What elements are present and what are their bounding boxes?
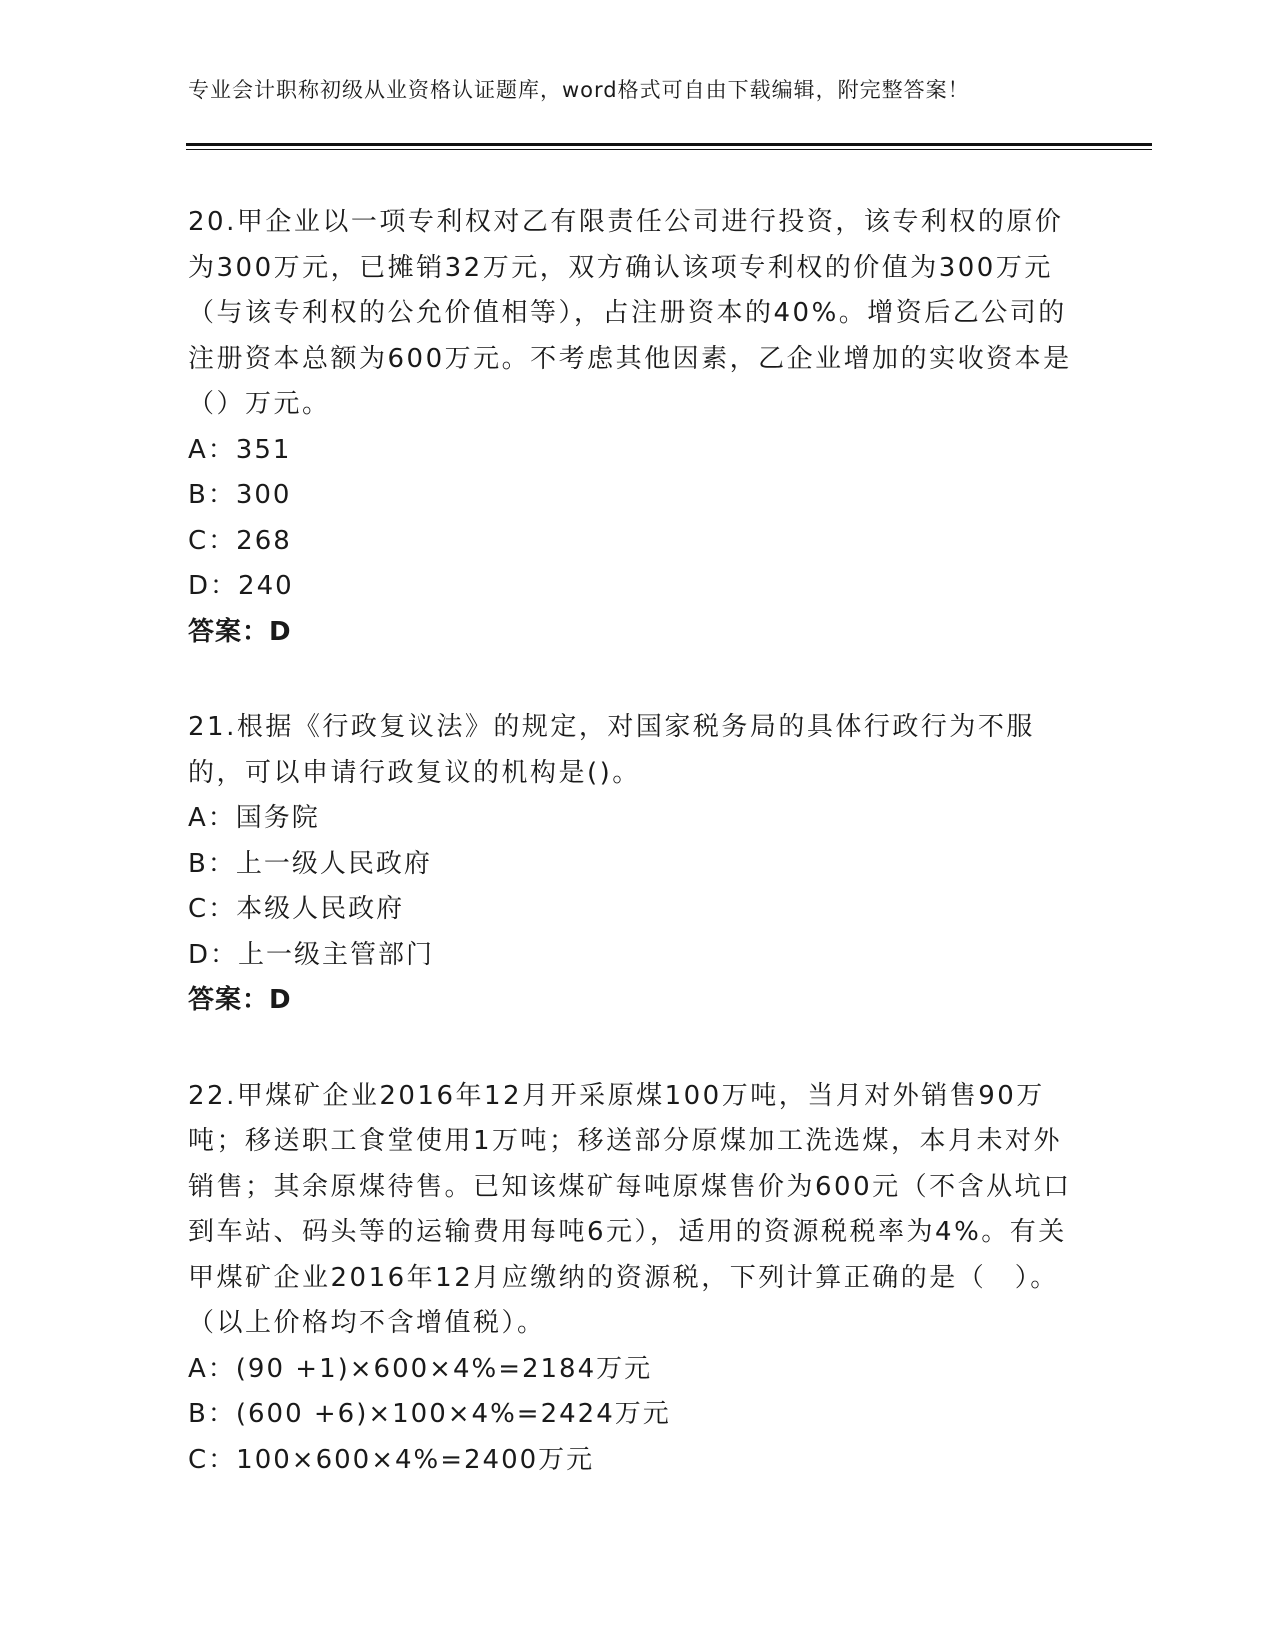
header-divider-thick (186, 143, 1152, 146)
option-a: A：国务院 (188, 803, 320, 833)
option-c: C：100×600×4%=2400万元 (188, 1444, 595, 1475)
option-c: C：本级人民政府 (188, 894, 405, 924)
option-d: D：240 (188, 571, 294, 601)
option-b: B：300 (188, 480, 292, 510)
option-a: A：(90 +1)×600×4%=2184万元 (188, 1353, 653, 1384)
question-22 (188, 1074, 1078, 1484)
question-21 (188, 705, 1078, 1024)
option-d: D：上一级主管部门 (188, 939, 435, 970)
option-a: A：351 (188, 434, 292, 465)
answer: 答案：D (188, 616, 292, 647)
question-text: 21.根据《行政复议法》的规定，对国家税务局的具体行政行为不服的，可以申请行政复议的机构是()。 (188, 712, 1035, 788)
question-text: 20.甲企业以一项专利权对乙有限责任公司进行投资，该专利权的原价为300万元，已摊销32万元，双方确认该项专利权的价值为300万元（与该专利权的公允价值相等），占注册资本的40%。增资后乙公司的注册资本总额为600万元。不考虑其他因素，乙企业增加的实收资本是（）万元。 (188, 207, 1072, 419)
answer: 答案：D (188, 985, 292, 1015)
option-b: B：(600 +6)×100×4%=2424万元 (188, 1399, 671, 1429)
question-20 (188, 200, 1078, 655)
question-list (188, 200, 1078, 1533)
page-header: 专业会计职称初级从业资格认证题库，word格式可自由下载编辑，附完整答案！ (188, 78, 970, 102)
header-divider-thin (186, 149, 1152, 150)
question-text: 22.甲煤矿企业2016年12月开采原煤100万吨，当月对外销售90万吨；移送职工食堂使用1万吨；移送部分原煤加工洗选煤，本月未对外销售；其余原煤待售。已知该煤矿每吨原煤售价为600元（不含从坑口到车站、码头等的运输费用每吨6元），适用的资源税税率为4%。有关甲煤矿企业2016年12月应缴纳的资源税，下列计算正确的是（ ）。（以上价格均不含增值税）。 (188, 1080, 1072, 1338)
option-b: B：上一级人民政府 (188, 848, 432, 879)
option-c: C：268 (188, 525, 292, 556)
